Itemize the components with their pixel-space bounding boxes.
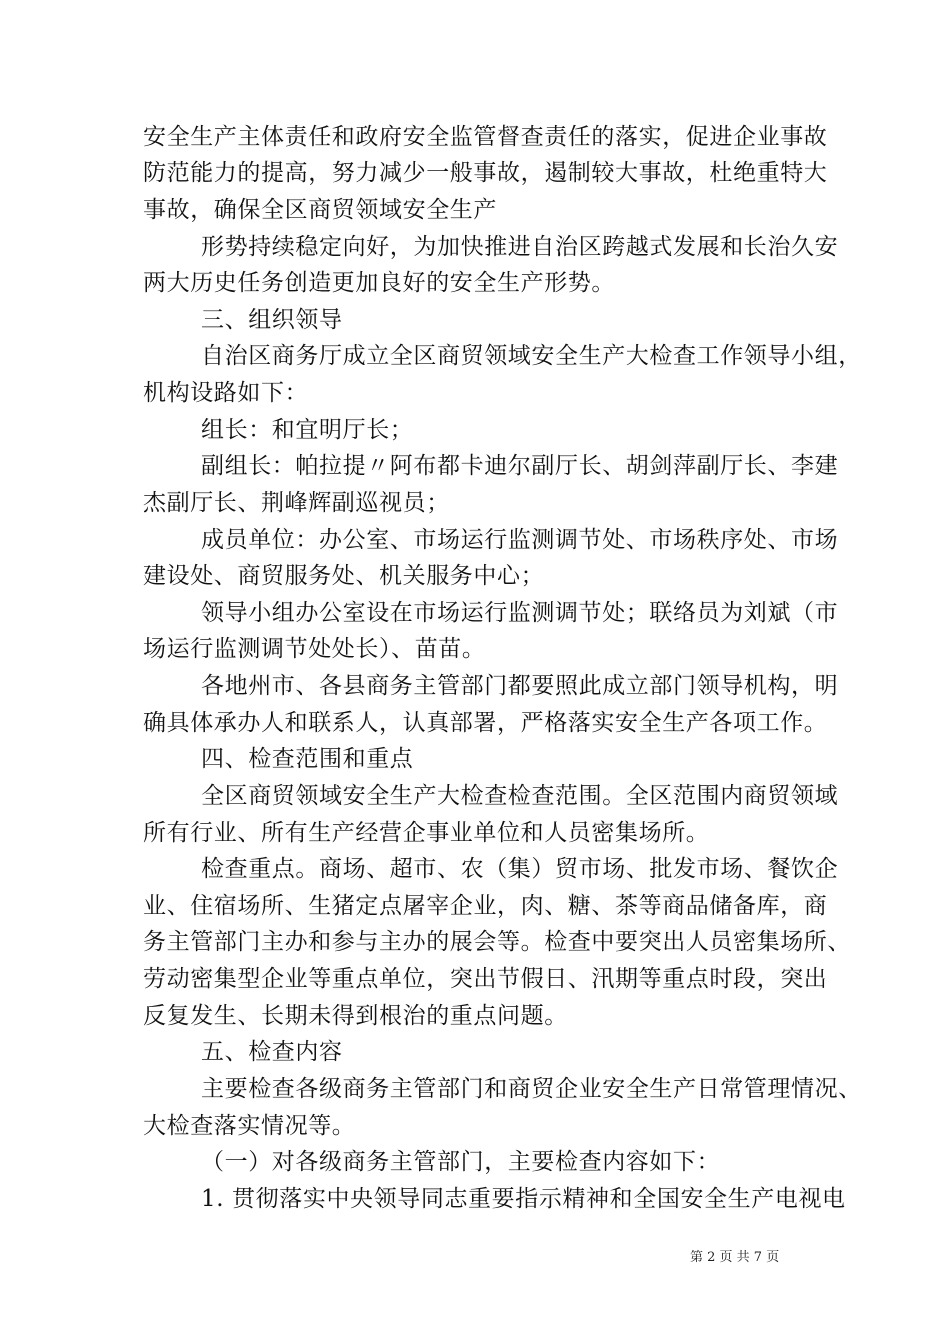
paragraph-line: 务主管部门主办和参与主办的展会等。检查中要突出人员密集场所、 <box>143 929 851 955</box>
section-heading: 三、组织领导 <box>201 307 343 333</box>
paragraph-line: 1. 贯彻落实中央领导同志重要指示精神和全国安全生产电视电 <box>201 1186 846 1212</box>
paragraph-line: 业、住宿场所、生猪定点屠宰企业，肉、糖、茶等商品储备库，商 <box>143 893 828 919</box>
paragraph-line: 反复发生、长期未得到根治的重点问题。 <box>143 1003 568 1029</box>
paragraph-line: 防范能力的提高，努力减少一般事故，遏制较大事故，杜绝重特大 <box>143 160 828 186</box>
paragraph-line: 所有行业、所有生产经营企事业单位和人员密集场所。 <box>143 820 710 846</box>
paragraph-line: 杰副厅长、荆峰辉副巡视员； <box>143 490 450 516</box>
paragraph-line: 检查重点。商场、超市、农（集）贸市场、批发市场、餐饮企 <box>201 856 839 882</box>
paragraph-line: 场运行监测调节处处长）、苗苗。 <box>143 636 486 662</box>
paragraph-line: 副组长：帕拉提〃阿布都卡迪尔副厅长、胡剑萍副厅长、李建 <box>201 453 839 479</box>
paragraph-line: 领导小组办公室设在市场运行监测调节处；联络员为刘斌（市 <box>201 600 839 626</box>
paragraph-line: 各地州市、各县商务主管部门都要照此成立部门领导机构，明 <box>201 673 839 699</box>
section-heading: 四、检查范围和重点 <box>201 746 414 772</box>
paragraph-line: 组长：和宜明厅长； <box>201 417 414 443</box>
subsection-heading: （一）对各级商务主管部门，主要检查内容如下： <box>201 1149 721 1175</box>
paragraph-line: 建设处、商贸服务处、机关服务中心； <box>143 563 545 589</box>
paragraph-line: 两大历史任务创造更加良好的安全生产形势。 <box>143 270 615 296</box>
paragraph-line: 劳动密集型企业等重点单位，突出节假日、汛期等重点时段，突出 <box>143 966 828 992</box>
paragraph-line: 事故，确保全区商贸领域安全生产 <box>143 197 497 223</box>
paragraph-line: 全区商贸领域安全生产大检查检查范围。全区范围内商贸领域 <box>201 783 839 809</box>
paragraph-line: 确具体承办人和联系人，认真部署，严格落实安全生产各项工作。 <box>143 710 828 736</box>
section-heading: 五、检查内容 <box>201 1039 343 1065</box>
paragraph-line: 大检查落实情况等。 <box>143 1113 356 1139</box>
page-number-footer: 第 2 页 共 7 页 <box>690 1250 780 1265</box>
paragraph-line: 机构设路如下： <box>143 380 309 406</box>
paragraph-line: 自治区商务厅成立全区商贸领域安全生产大检查工作领导小组， <box>201 343 862 369</box>
paragraph-line: 成员单位：办公室、市场运行监测调节处、市场秩序处、市场 <box>201 527 839 553</box>
paragraph-line: 主要检查各级商务主管部门和商贸企业安全生产日常管理情况、 <box>201 1076 862 1102</box>
paragraph-line: 形势持续稳定向好，为加快推进自治区跨越式发展和长治久安 <box>201 234 839 260</box>
paragraph-line: 安全生产主体责任和政府安全监管督查责任的落实，促进企业事故 <box>143 124 828 150</box>
